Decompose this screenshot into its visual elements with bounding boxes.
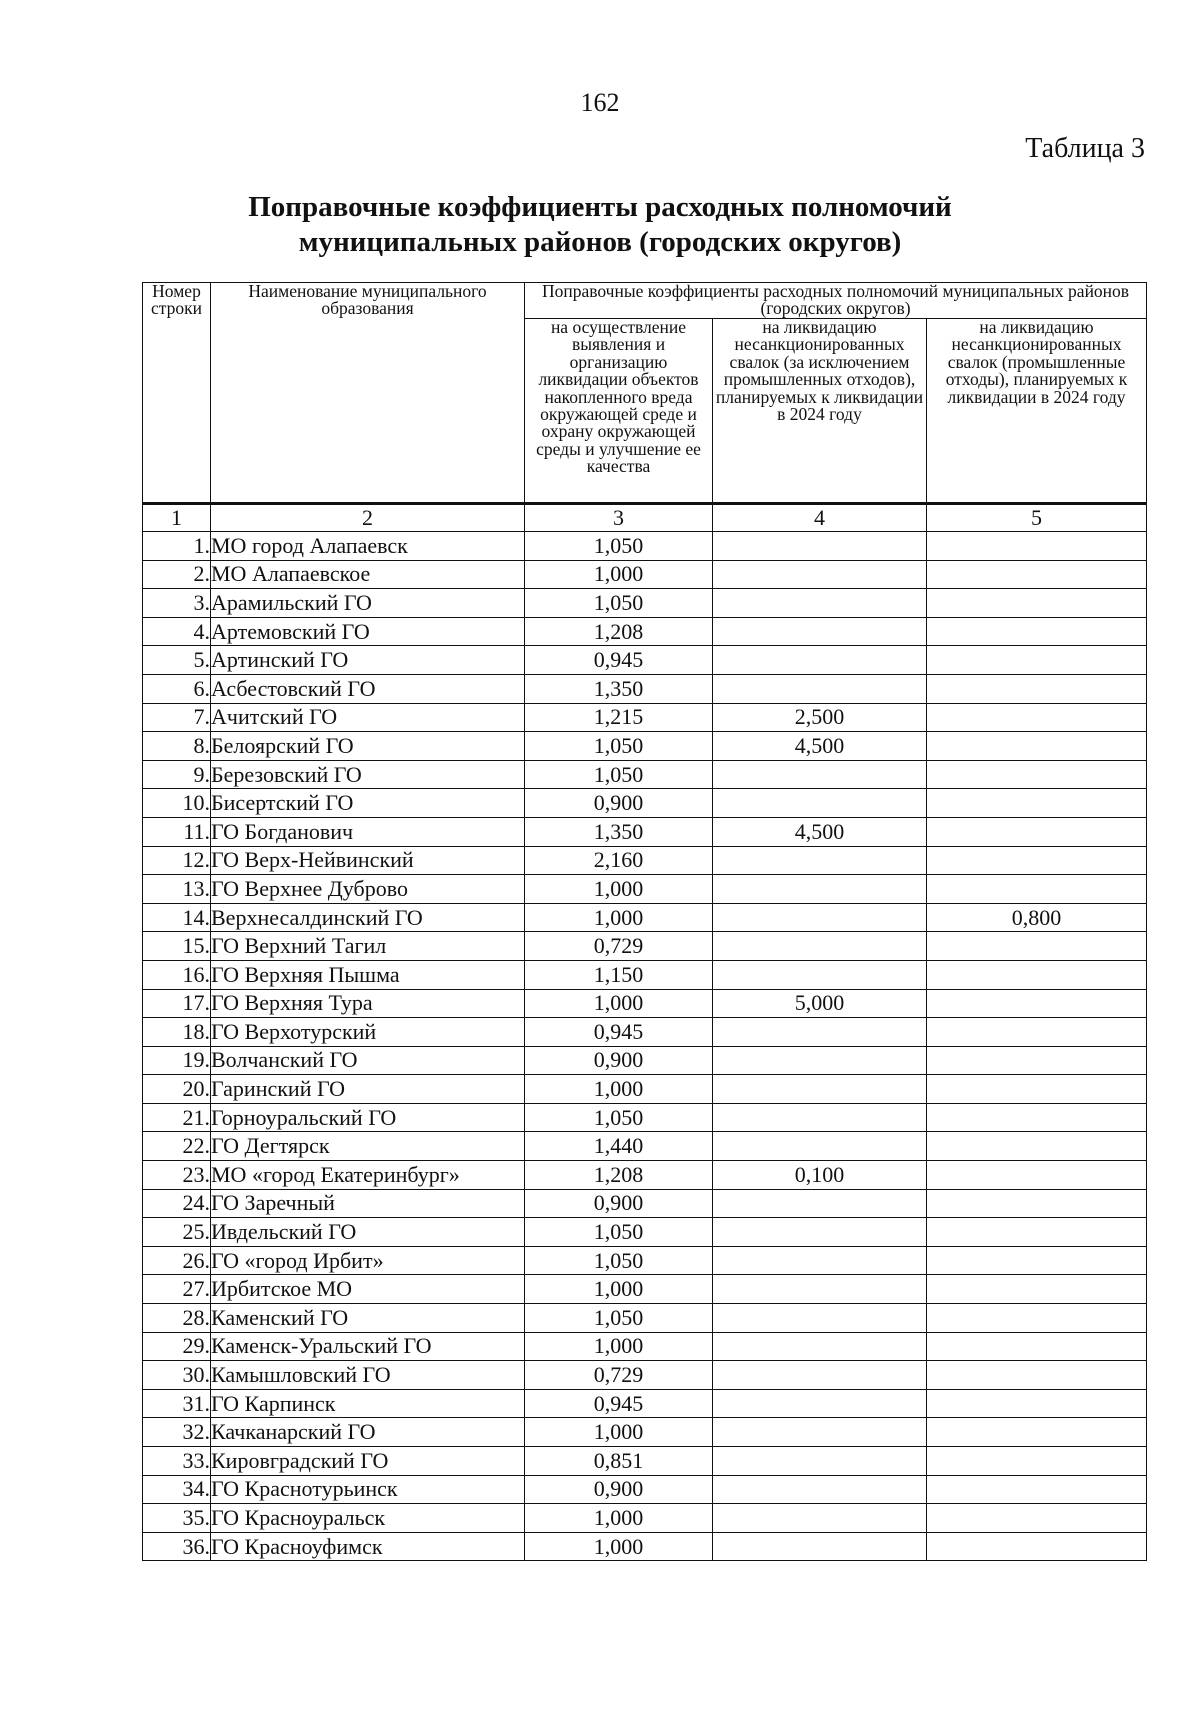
table-row xyxy=(143,560,1147,589)
row-number-cell: 35. xyxy=(143,1504,211,1533)
coefficient-col3-cell: 1,000 xyxy=(525,1532,713,1561)
row-number-cell: 7. xyxy=(143,703,211,732)
coefficient-col4-cell xyxy=(713,846,927,875)
coefficient-col5-cell xyxy=(927,1532,1147,1561)
coefficient-col5-cell xyxy=(927,589,1147,618)
coefficient-col4-cell xyxy=(713,960,927,989)
coefficient-col5-cell xyxy=(927,1304,1147,1333)
row-number-cell: 15. xyxy=(143,932,211,961)
header-col5: на ликвидацию несанкционированных свалок (промышленные отходы), планируемых к ликвидации в 2024 году xyxy=(927,319,1147,504)
row-number-cell: 2. xyxy=(143,560,211,589)
coefficient-col4-cell xyxy=(713,760,927,789)
row-number-cell: 32. xyxy=(143,1418,211,1447)
coefficient-col5-cell xyxy=(927,1103,1147,1132)
coefficient-col4-cell xyxy=(713,1218,927,1247)
coefficient-col5-cell xyxy=(927,1018,1147,1047)
coefficient-col5-cell xyxy=(927,1361,1147,1390)
coefficient-col3-cell: 1,350 xyxy=(525,674,713,703)
table-row xyxy=(143,1218,1147,1247)
row-number-cell: 3. xyxy=(143,589,211,618)
row-number-cell: 24. xyxy=(143,1189,211,1218)
table-row xyxy=(143,1418,1147,1447)
table-row xyxy=(143,1246,1147,1275)
municipality-name-cell: Камышловский ГО xyxy=(211,1361,525,1390)
header-group: Поправочные коэффициенты расходных полномочий муниципальных районов (городских округов) xyxy=(525,283,1147,319)
row-number-cell: 25. xyxy=(143,1218,211,1247)
municipality-name-cell: МО Алапаевское xyxy=(211,560,525,589)
table-row xyxy=(143,1161,1147,1190)
coefficient-col5-cell xyxy=(927,789,1147,818)
coefficient-col3-cell: 0,900 xyxy=(525,1475,713,1504)
coefficient-col3-cell: 0,900 xyxy=(525,1046,713,1075)
coefficient-col3-cell: 1,000 xyxy=(525,989,713,1018)
coefficient-col3-cell: 1,000 xyxy=(525,903,713,932)
table-row xyxy=(143,674,1147,703)
coefficient-col3-cell: 0,900 xyxy=(525,1189,713,1218)
municipality-name-cell: ГО Верхотурский xyxy=(211,1018,525,1047)
municipality-name-cell: ГО Красноуральск xyxy=(211,1504,525,1533)
document-title xyxy=(0,190,1200,260)
row-number-cell: 23. xyxy=(143,1161,211,1190)
column-number-row xyxy=(143,504,1147,532)
coefficient-col4-cell xyxy=(713,1504,927,1533)
municipality-name-cell: Асбестовский ГО xyxy=(211,674,525,703)
table-row xyxy=(143,1389,1147,1418)
table-row xyxy=(143,875,1147,904)
coefficient-col4-cell xyxy=(713,1532,927,1561)
table-row xyxy=(143,932,1147,961)
row-number-cell: 5. xyxy=(143,646,211,675)
municipality-name-cell: Арамильский ГО xyxy=(211,589,525,618)
row-number-cell: 6. xyxy=(143,674,211,703)
coefficient-col4-cell: 4,500 xyxy=(713,817,927,846)
coefficient-col4-cell xyxy=(713,1046,927,1075)
coefficient-col5-cell xyxy=(927,732,1147,761)
coefficient-col4-cell xyxy=(713,789,927,818)
table-label: Таблица 3 xyxy=(1025,133,1145,164)
coefficient-col4-cell xyxy=(713,1332,927,1361)
coefficient-col5-cell xyxy=(927,1075,1147,1104)
coefficient-col5-cell xyxy=(927,1189,1147,1218)
coefficient-col3-cell: 1,000 xyxy=(525,1275,713,1304)
table-row xyxy=(143,1132,1147,1161)
table-row xyxy=(143,1447,1147,1476)
table-row xyxy=(143,732,1147,761)
header-col4: на ликвидацию несанкционированных свалок (за исключением промышленных отходов), планируемых к ликвидации в 2024 году xyxy=(713,319,927,504)
coefficient-col5-cell xyxy=(927,960,1147,989)
coefficient-col5-cell xyxy=(927,1389,1147,1418)
coefficient-col3-cell: 0,945 xyxy=(525,1389,713,1418)
coefficient-col3-cell: 1,050 xyxy=(525,1304,713,1333)
municipality-name-cell: ГО Верхний Тагил xyxy=(211,932,525,961)
row-number-cell: 30. xyxy=(143,1361,211,1390)
table-row xyxy=(143,1475,1147,1504)
coefficient-col3-cell: 1,050 xyxy=(525,1103,713,1132)
municipality-name-cell: ГО Верхняя Пышма xyxy=(211,960,525,989)
table-row xyxy=(143,617,1147,646)
row-number-cell: 20. xyxy=(143,1075,211,1104)
municipality-name-cell: Ирбитское МО xyxy=(211,1275,525,1304)
municipality-name-cell: ГО «город Ирбит» xyxy=(211,1246,525,1275)
table-row xyxy=(143,903,1147,932)
coefficient-col3-cell: 1,350 xyxy=(525,817,713,846)
municipality-name-cell: ГО Заречный xyxy=(211,1189,525,1218)
coefficient-col5-cell xyxy=(927,760,1147,789)
municipality-name-cell: Волчанский ГО xyxy=(211,1046,525,1075)
page-number: 162 xyxy=(580,88,620,117)
coefficient-col4-cell xyxy=(713,646,927,675)
municipality-name-cell: Гаринский ГО xyxy=(211,1075,525,1104)
coefficient-col5-cell xyxy=(927,989,1147,1018)
coefficients-table xyxy=(142,282,1147,1561)
coefficient-col4-cell xyxy=(713,1246,927,1275)
table-row xyxy=(143,703,1147,732)
coefficient-col4-cell xyxy=(713,1447,927,1476)
column-number: 2 xyxy=(211,504,525,532)
row-number-cell: 21. xyxy=(143,1103,211,1132)
header-row-number: Номер строки xyxy=(143,283,211,504)
coefficient-col3-cell: 1,050 xyxy=(525,760,713,789)
coefficient-col3-cell: 1,050 xyxy=(525,589,713,618)
table-row xyxy=(143,589,1147,618)
coefficient-col4-cell xyxy=(713,1389,927,1418)
coefficient-col5-cell: 0,800 xyxy=(927,903,1147,932)
coefficient-col3-cell: 1,440 xyxy=(525,1132,713,1161)
municipality-name-cell: ГО Карпинск xyxy=(211,1389,525,1418)
table-row xyxy=(143,1075,1147,1104)
coefficient-col4-cell xyxy=(713,560,927,589)
table-row xyxy=(143,1018,1147,1047)
coefficient-col5-cell xyxy=(927,674,1147,703)
row-number-cell: 26. xyxy=(143,1246,211,1275)
coefficient-col5-cell xyxy=(927,1475,1147,1504)
row-number-cell: 28. xyxy=(143,1304,211,1333)
coefficient-col4-cell xyxy=(713,589,927,618)
coefficient-col5-cell xyxy=(927,875,1147,904)
municipality-name-cell: Верхнесалдинский ГО xyxy=(211,903,525,932)
coefficient-col4-cell xyxy=(713,903,927,932)
coefficient-col4-cell xyxy=(713,1275,927,1304)
coefficient-col3-cell: 1,050 xyxy=(525,1218,713,1247)
coefficient-col3-cell: 1,000 xyxy=(525,1418,713,1447)
coefficient-col5-cell xyxy=(927,1275,1147,1304)
row-number-cell: 19. xyxy=(143,1046,211,1075)
municipality-name-cell: ГО Верхняя Тура xyxy=(211,989,525,1018)
coefficient-col3-cell: 1,208 xyxy=(525,1161,713,1190)
row-number-cell: 8. xyxy=(143,732,211,761)
header-col3: на осуществление выявления и организацию ликвидации объектов накопленного вреда окружающей среде и охрану окружающей среды и улучшение ее качества xyxy=(525,319,713,504)
coefficient-col3-cell: 1,050 xyxy=(525,532,713,561)
municipality-name-cell: Бисертский ГО xyxy=(211,789,525,818)
column-number: 4 xyxy=(713,504,927,532)
coefficient-col5-cell xyxy=(927,817,1147,846)
coefficient-col5-cell xyxy=(927,703,1147,732)
coefficient-col5-cell xyxy=(927,1218,1147,1247)
municipality-name-cell: Белоярский ГО xyxy=(211,732,525,761)
title-line-1: Поправочные коэффициенты расходных полномочий xyxy=(248,191,952,223)
municipality-name-cell: Артинский ГО xyxy=(211,646,525,675)
coefficient-col3-cell: 1,050 xyxy=(525,732,713,761)
municipality-name-cell: Каменский ГО xyxy=(211,1304,525,1333)
coefficient-col5-cell xyxy=(927,1447,1147,1476)
coefficient-col4-cell xyxy=(713,674,927,703)
coefficient-col3-cell: 1,000 xyxy=(525,1504,713,1533)
table-row xyxy=(143,760,1147,789)
row-number-cell: 22. xyxy=(143,1132,211,1161)
coefficient-col4-cell xyxy=(713,1132,927,1161)
row-number-cell: 4. xyxy=(143,617,211,646)
coefficient-col4-cell xyxy=(713,1075,927,1104)
table-row xyxy=(143,1275,1147,1304)
municipality-name-cell: ГО Краснотурьинск xyxy=(211,1475,525,1504)
row-number-cell: 16. xyxy=(143,960,211,989)
coefficient-col5-cell xyxy=(927,1046,1147,1075)
coefficient-col5-cell xyxy=(927,932,1147,961)
coefficient-col4-cell xyxy=(713,532,927,561)
row-number-cell: 1. xyxy=(143,532,211,561)
column-number: 5 xyxy=(927,504,1147,532)
coefficient-col5-cell xyxy=(927,1132,1147,1161)
table-row xyxy=(143,789,1147,818)
table-row xyxy=(143,817,1147,846)
coefficient-col4-cell xyxy=(713,1304,927,1333)
coefficient-col3-cell: 0,945 xyxy=(525,646,713,675)
table-row xyxy=(143,1361,1147,1390)
coefficient-col3-cell: 1,000 xyxy=(525,1332,713,1361)
coefficient-col3-cell: 2,160 xyxy=(525,846,713,875)
coefficient-col3-cell: 1,150 xyxy=(525,960,713,989)
table-row xyxy=(143,1189,1147,1218)
column-number: 3 xyxy=(525,504,713,532)
coefficient-col4-cell xyxy=(713,1418,927,1447)
coefficient-col4-cell xyxy=(713,1475,927,1504)
row-number-cell: 13. xyxy=(143,875,211,904)
coefficient-col4-cell xyxy=(713,932,927,961)
coefficient-col3-cell: 1,000 xyxy=(525,560,713,589)
coefficient-col3-cell: 0,729 xyxy=(525,1361,713,1390)
municipality-name-cell: Горноуральский ГО xyxy=(211,1103,525,1132)
table-row xyxy=(143,1504,1147,1533)
row-number-cell: 36. xyxy=(143,1532,211,1561)
coefficient-col4-cell xyxy=(713,1018,927,1047)
municipality-name-cell: ГО Дегтярск xyxy=(211,1132,525,1161)
table-row xyxy=(143,846,1147,875)
table-row xyxy=(143,532,1147,561)
coefficient-col4-cell xyxy=(713,1103,927,1132)
coefficient-col5-cell xyxy=(927,646,1147,675)
column-number: 1 xyxy=(143,504,211,532)
municipality-name-cell: МО город Алапаевск xyxy=(211,532,525,561)
municipality-name-cell: ГО Красноуфимск xyxy=(211,1532,525,1561)
municipality-name-cell: МО «город Екатеринбург» xyxy=(211,1161,525,1190)
row-number-cell: 9. xyxy=(143,760,211,789)
municipality-name-cell: Качканарский ГО xyxy=(211,1418,525,1447)
coefficient-col5-cell xyxy=(927,1161,1147,1190)
municipality-name-cell: ГО Богданович xyxy=(211,817,525,846)
coefficient-col5-cell xyxy=(927,617,1147,646)
coefficient-col4-cell xyxy=(713,1361,927,1390)
table-row xyxy=(143,1332,1147,1361)
coefficient-col3-cell: 0,729 xyxy=(525,932,713,961)
coefficient-col4-cell: 0,100 xyxy=(713,1161,927,1190)
coefficient-col3-cell: 1,000 xyxy=(525,1075,713,1104)
coefficient-col3-cell: 0,900 xyxy=(525,789,713,818)
row-number-cell: 11. xyxy=(143,817,211,846)
coefficient-col4-cell xyxy=(713,875,927,904)
row-number-cell: 33. xyxy=(143,1447,211,1476)
table-row xyxy=(143,646,1147,675)
municipality-name-cell: Ивдельский ГО xyxy=(211,1218,525,1247)
coefficient-col5-cell xyxy=(927,846,1147,875)
coefficient-col3-cell: 0,945 xyxy=(525,1018,713,1047)
coefficient-col5-cell xyxy=(927,560,1147,589)
table-row xyxy=(143,989,1147,1018)
coefficient-col5-cell xyxy=(927,1418,1147,1447)
title-line-2: муниципальных районов (городских округов) xyxy=(298,226,902,258)
municipality-name-cell: Каменск-Уральский ГО xyxy=(211,1332,525,1361)
coefficient-col4-cell xyxy=(713,617,927,646)
row-number-cell: 17. xyxy=(143,989,211,1018)
coefficient-col4-cell: 5,000 xyxy=(713,989,927,1018)
table-row xyxy=(143,960,1147,989)
coefficient-col3-cell: 1,050 xyxy=(525,1246,713,1275)
coefficient-col4-cell: 4,500 xyxy=(713,732,927,761)
municipality-name-cell: Артемовский ГО xyxy=(211,617,525,646)
coefficient-col4-cell xyxy=(713,1189,927,1218)
coefficient-col3-cell: 1,215 xyxy=(525,703,713,732)
municipality-name-cell: Березовский ГО xyxy=(211,760,525,789)
coefficient-col5-cell xyxy=(927,1504,1147,1533)
row-number-cell: 12. xyxy=(143,846,211,875)
row-number-cell: 14. xyxy=(143,903,211,932)
row-number-cell: 31. xyxy=(143,1389,211,1418)
coefficient-col3-cell: 1,000 xyxy=(525,875,713,904)
coefficient-col5-cell xyxy=(927,1246,1147,1275)
row-number-cell: 29. xyxy=(143,1332,211,1361)
header-name: Наименование муниципального образования xyxy=(211,283,525,504)
coefficient-col5-cell xyxy=(927,1332,1147,1361)
table-row xyxy=(143,1046,1147,1075)
municipality-name-cell: ГО Верхнее Дуброво xyxy=(211,875,525,904)
table-row xyxy=(143,1103,1147,1132)
coefficient-col5-cell xyxy=(927,532,1147,561)
coefficient-col3-cell: 1,208 xyxy=(525,617,713,646)
table-row xyxy=(143,1304,1147,1333)
coefficient-col3-cell: 0,851 xyxy=(525,1447,713,1476)
row-number-cell: 27. xyxy=(143,1275,211,1304)
table-row xyxy=(143,1532,1147,1561)
coefficient-col4-cell: 2,500 xyxy=(713,703,927,732)
municipality-name-cell: ГО Верх-Нейвинский xyxy=(211,846,525,875)
row-number-cell: 10. xyxy=(143,789,211,818)
municipality-name-cell: Ачитский ГО xyxy=(211,703,525,732)
municipality-name-cell: Кировградский ГО xyxy=(211,1447,525,1476)
row-number-cell: 34. xyxy=(143,1475,211,1504)
row-number-cell: 18. xyxy=(143,1018,211,1047)
